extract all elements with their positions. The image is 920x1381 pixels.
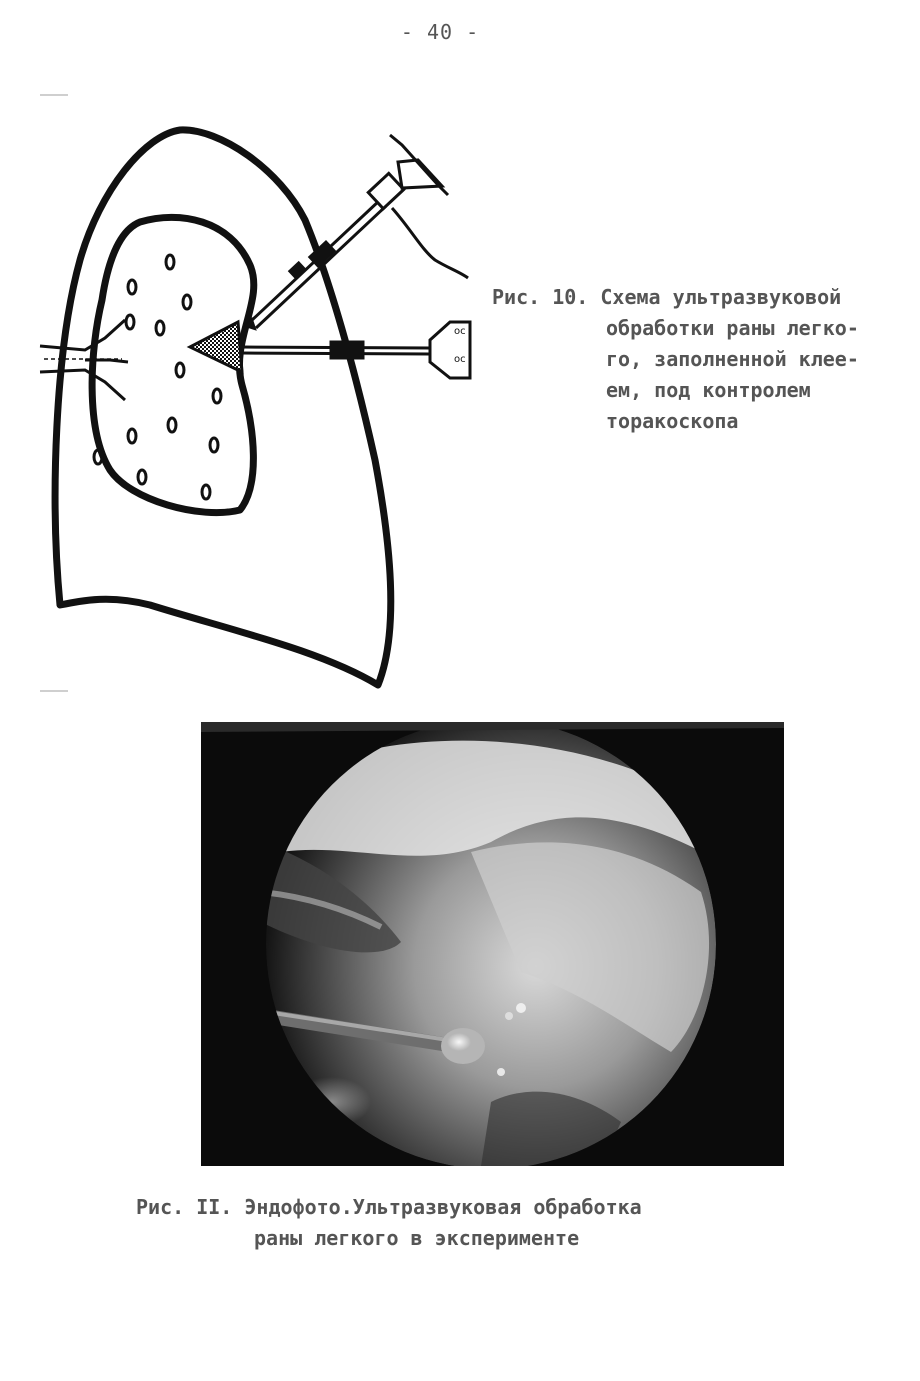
- lung-outline: [55, 130, 391, 685]
- caption-line: го, заполненной клее-: [606, 347, 859, 371]
- caption-line: Рис. II. Эндофото.Ультразвуковая обработка: [136, 1195, 642, 1219]
- lung-diagram: [30, 100, 490, 700]
- figure-10-caption: [492, 282, 892, 437]
- thoracoscope-instrument: [244, 135, 468, 330]
- caption-line: ем, под контролем: [606, 378, 811, 402]
- lobe-circles: [94, 255, 221, 499]
- caption-line: обработки раны легко-: [606, 316, 859, 340]
- svg-text:oc: oc: [454, 354, 466, 365]
- caption-line: торакоскопа: [606, 409, 739, 433]
- caption-line: раны легкого в эксперименте: [254, 1226, 580, 1250]
- bronchus: [40, 320, 128, 400]
- caption-line: Рис. 10. Схема ультразвуковой: [492, 285, 842, 309]
- wound-glue: [190, 322, 242, 372]
- endophoto: [201, 722, 784, 1166]
- endophoto-image: [201, 722, 784, 1166]
- figure-11-caption: [136, 1192, 776, 1254]
- page-number: - 40 -: [400, 20, 480, 44]
- scan-mark: [40, 94, 68, 96]
- svg-text:oc: oc: [454, 326, 466, 337]
